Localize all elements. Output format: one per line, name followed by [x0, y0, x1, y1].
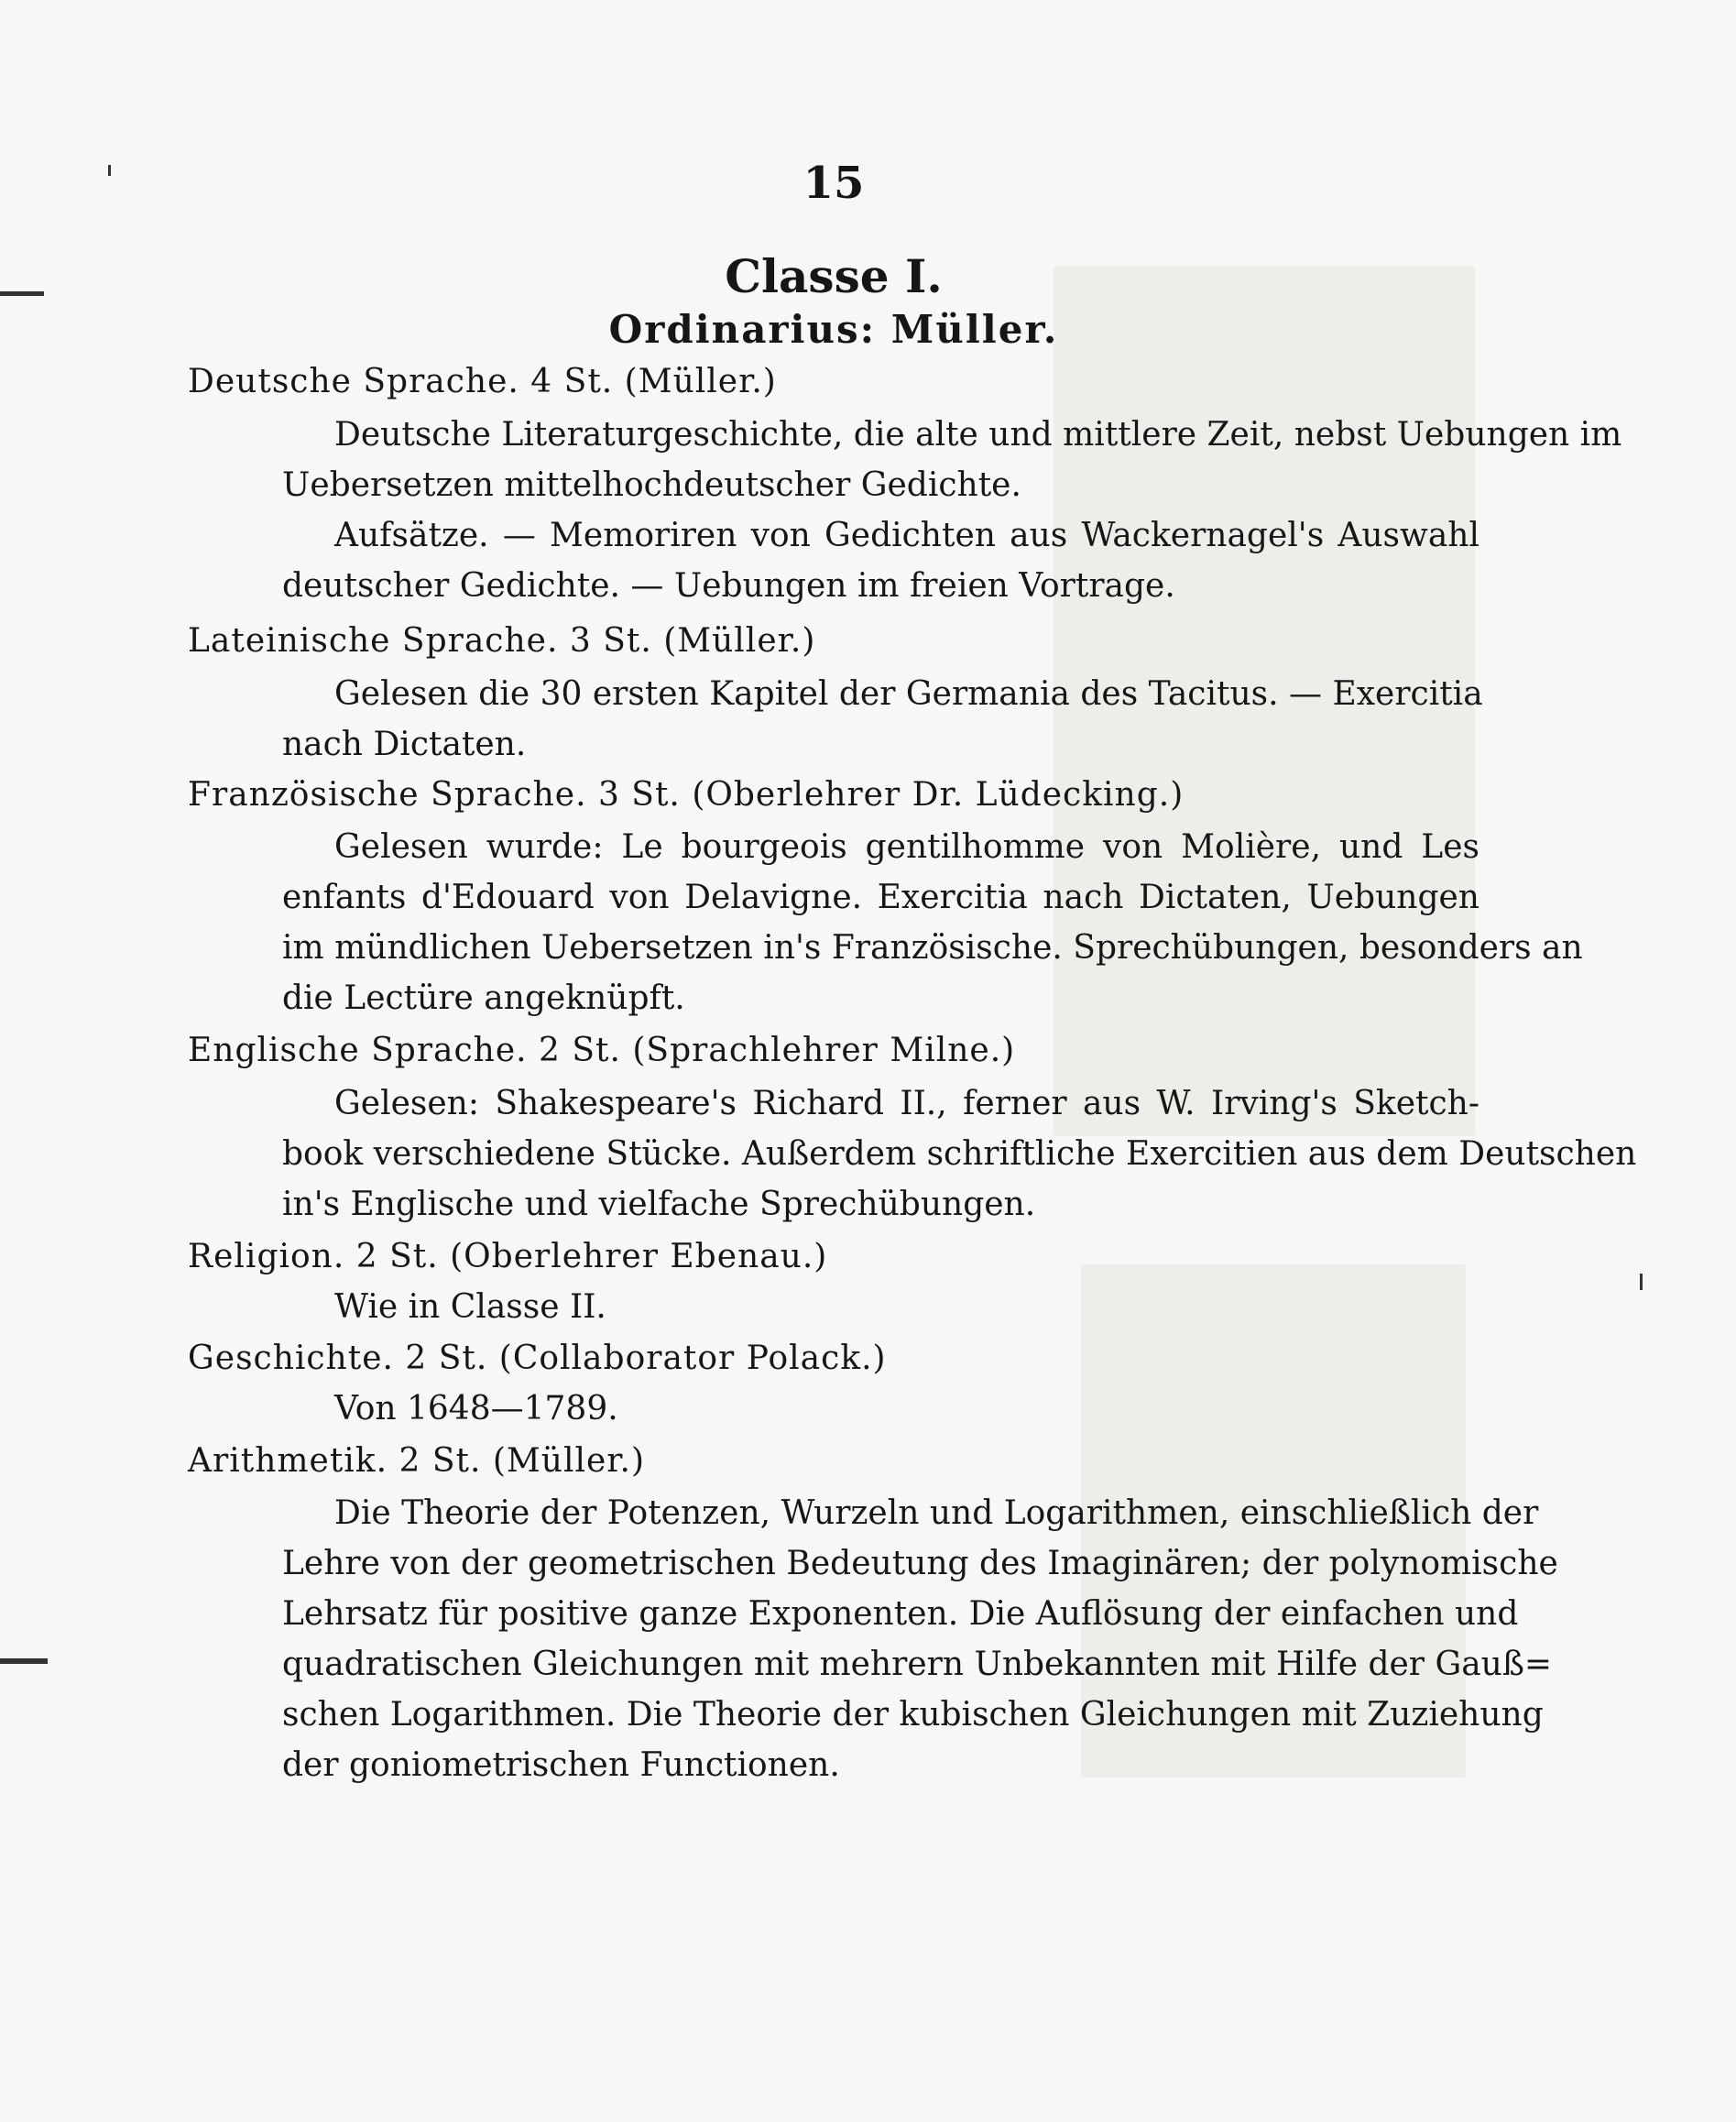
body-line: Gelesen wurde: Le bourgeois gentilhomme von Molière, und Les — [334, 828, 1479, 866]
subject-line-englisch: Englische Sprache. 2 St. (Sprachlehrer Milne.) — [188, 1032, 1016, 1069]
ordinarius-heading: Ordinarius: Müller. — [608, 307, 1059, 352]
class-heading: Classe I. — [725, 249, 943, 303]
body-line: nach Dictaten. — [282, 726, 527, 763]
page-number: 15 — [802, 158, 865, 209]
body-line: Von 1648—1789. — [334, 1390, 618, 1427]
body-line: enfants d'Edouard von Delavigne. Exercitia nach Dictaten, Uebungen — [282, 879, 1479, 916]
body-line: schen Logarithmen. Die Theorie der kubischen Gleichungen mit Zuziehung — [282, 1696, 1544, 1734]
subject-line-latein: Lateinische Sprache. 3 St. (Müller.) — [188, 622, 816, 660]
subject-line-religion: Religion. 2 St. (Oberlehrer Ebenau.) — [188, 1238, 828, 1275]
page-speck — [0, 1658, 48, 1664]
body-line: im mündlichen Uebersetzen in's Französische. Sprechübungen, besonders an — [282, 929, 1583, 967]
body-line: die Lectüre angeknüpft. — [282, 979, 685, 1017]
subject-line-arithmetik: Arithmetik. 2 St. (Müller.) — [188, 1442, 646, 1480]
body-line: Uebersetzen mittelhochdeutscher Gedichte. — [282, 466, 1021, 504]
body-line: Wie in Classe II. — [334, 1288, 606, 1326]
subject-line-franzoesisch: Französische Sprache. 3 St. (Oberlehrer Dr. Lüdecking.) — [188, 776, 1185, 814]
body-line: Lehre von der geometrischen Bedeutung des Imaginären; der polynomische — [282, 1545, 1558, 1582]
body-line: book verschiedene Stücke. Außerdem schriftliche Exercitien aus dem Deutschen — [282, 1135, 1637, 1173]
body-line: in's Englische und vielfache Sprechübungen. — [282, 1186, 1036, 1223]
body-line: Die Theorie der Potenzen, Wurzeln und Logarithmen, einschließlich der — [334, 1494, 1539, 1532]
body-line: Gelesen die 30 ersten Kapitel der Germania des Tacitus. — Exercitia — [334, 675, 1483, 713]
page-speck — [1640, 1274, 1643, 1290]
subject-line-geschichte: Geschichte. 2 St. (Collaborator Polack.) — [188, 1340, 887, 1377]
body-line: deutscher Gedichte. — Uebungen im freien Vortrage. — [282, 567, 1175, 605]
body-line: Aufsätze. — Memoriren von Gedichten aus Wackernagel's Auswahl — [334, 517, 1479, 554]
body-line: der goniometrischen Functionen. — [282, 1746, 840, 1784]
body-line: Deutsche Literaturgeschichte, die alte und mittlere Zeit, nebst Uebungen im — [334, 416, 1622, 454]
body-line: Gelesen: Shakespeare's Richard II., ferner aus W. Irving's Sketch- — [334, 1085, 1479, 1122]
subject-line-deutsch: Deutsche Sprache. 4 St. (Müller.) — [188, 363, 777, 400]
body-line: quadratischen Gleichungen mit mehrern Unbekannten mit Hilfe der Gauß= — [282, 1646, 1553, 1683]
body-line: Lehrsatz für positive ganze Exponenten. Die Auflösung der einfachen und — [282, 1595, 1519, 1633]
